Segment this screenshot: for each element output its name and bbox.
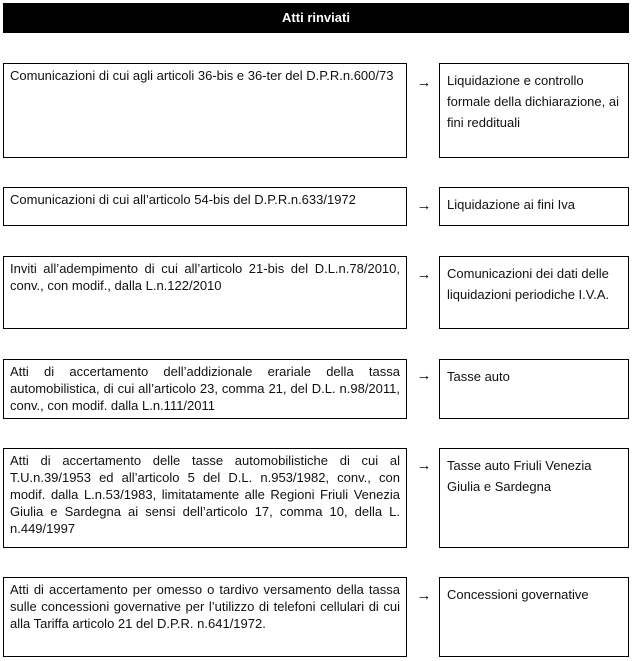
act-description: Atti di accertamento delle tasse automobilistiche di cui al T.U.n.39/1953 ed all’articolo 5 del D.L. n.953/1982, conv., con modif. dalla L.n.53/1983, limitatamente alle Regioni Friuli Venezia Giulia e Sardegna ai sensi dell’articolo 17, comma 10, della L. n.449/1997 <box>3 448 407 548</box>
category-label: Liquidazione ai fini Iva <box>439 187 629 226</box>
category-label: Tasse auto <box>439 359 629 419</box>
act-description: Inviti all’adempimento di cui all’articolo 21-bis del D.L.n.78/2010, conv., con modif., dalla L.n.122/2010 <box>3 256 407 329</box>
act-description: Comunicazioni di cui all’articolo 54-bis del D.P.R.n.633/1972 <box>3 187 407 226</box>
act-description: Atti di accertamento per omesso o tardivo versamento della tassa sulle concessioni governative per l’utilizzo di telefoni cellulari di cui alla Tariffa articolo 21 del D.P.R. n.641/1972. <box>3 577 407 657</box>
arrow-right-icon: → <box>416 457 432 474</box>
arrow-right-icon: → <box>416 197 432 214</box>
act-description: Comunicazioni di cui agli articoli 36-bis e 36-ter del D.P.R.n.600/73 <box>3 63 407 158</box>
arrow-right-icon: → <box>416 587 432 604</box>
category-label: Concessioni governative <box>439 577 629 657</box>
arrow-right-icon: → <box>416 74 432 91</box>
page-title: Atti rinviati <box>3 3 629 33</box>
category-label: Tasse auto Friuli Venezia Giulia e Sardegna <box>439 448 629 548</box>
arrow-right-icon: → <box>416 266 432 283</box>
act-description: Atti di accertamento dell’addizionale erariale della tassa automobilistica, di cui all’articolo 23, comma 21, del D.L. n.98/2011, conv., con modif. dalla L.n.111/2011 <box>3 359 407 419</box>
category-label: Liquidazione e controllo formale della dichiarazione, ai fini reddituali <box>439 63 629 158</box>
category-label: Comunicazioni dei dati delle liquidazioni periodiche I.V.A. <box>439 256 629 329</box>
arrow-right-icon: → <box>416 367 432 384</box>
